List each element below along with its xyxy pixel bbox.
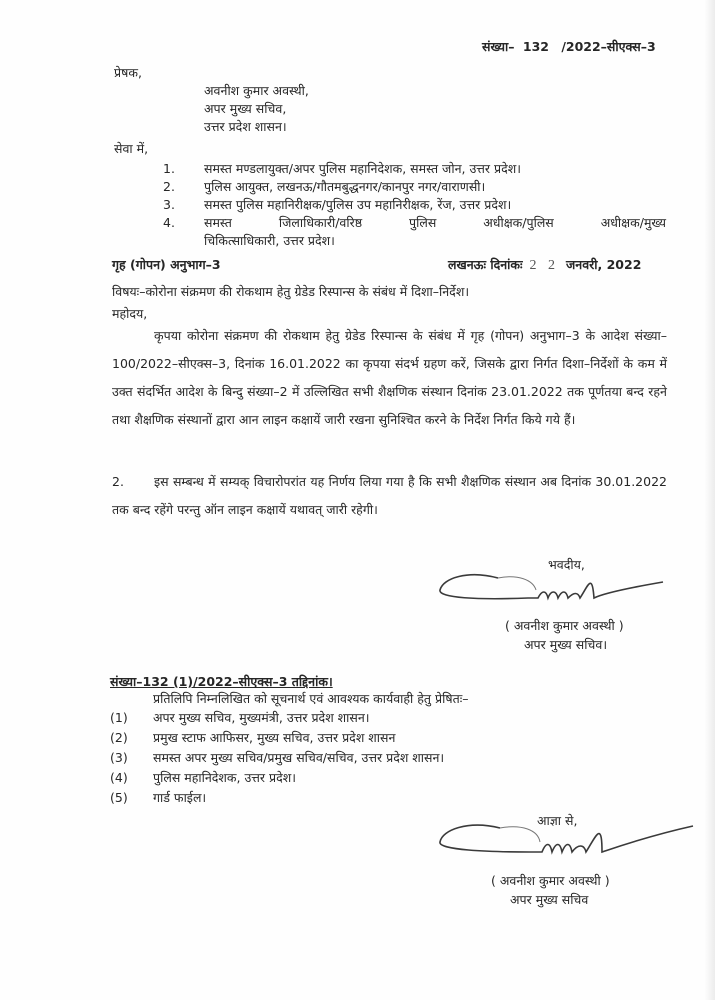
recipient-num: 4. — [163, 215, 175, 230]
copy-item: पुलिस महानिदेशक, उत्तर प्रदेश। — [153, 770, 297, 785]
sender-label: प्रेषक, — [114, 65, 142, 80]
copy-num: (3) — [110, 750, 128, 765]
recipient-item: पुलिस आयुक्त, लखनऊ/गौतमबुद्धनगर/कानपुर नगर/वाराणसी। — [204, 179, 486, 194]
reference-number — [482, 38, 656, 56]
sender-designation: अपर मुख्य सचिव, — [204, 101, 287, 116]
recipient-item: समस्त मण्डलायुक्त/अपर पुलिस महानिदेशक, समस्त जोन, उत्तर प्रदेश। — [204, 161, 522, 176]
copy-intro: प्रतिलिपि निम्नलिखित को सूचनार्थ एवं आवश्यक कार्यवाही हेतु प्रेषितः– — [153, 691, 469, 706]
recipient-num: 3. — [163, 197, 175, 212]
paragraph-1: कृपया कोरोना संक्रमण की रोकथाम हेतु ग्रेडेड रिस्पान्स के संबंध में गृह (गोपन) अनुभाग–3 के आदेश संख्या–100/2022–सीएक्स–3, दिनांक 16.01.2022 का कृपया संदर्भ ग्रहण करें, जिसके द्वारा निर्गत दिशा–निर्देशों के कम में उक्त संदर्भित आदेश के बिन्दु संख्या–2 में उल्लिखित सभी शैक्षणिक संस्थान दिनांक 23.01.2022 तक पूर्णतया बन्द रहने तथा शैक्षणिक संस्थानों द्वारा आन लाइन कक्षायें जारी रखना सुनिश्चित करने के निर्देश निर्गत किये गये हैं। — [112, 328, 667, 427]
paragraph-2-num: 2. — [112, 474, 124, 489]
copy-reference: संख्या–132 (1)/2022–सीएक्स–3 तद्दिनांक। — [110, 674, 333, 689]
signature-2 — [438, 818, 698, 864]
copy-item: गार्ड फाईल। — [153, 790, 207, 805]
signatory-designation-2: अपर मुख्य सचिव — [510, 892, 589, 907]
signatory-name-2: ( अवनीश कुमार अवस्थी ) — [491, 873, 610, 888]
reference-value: 132 — [522, 39, 549, 54]
sender-office: उत्तर प्रदेश शासन। — [204, 119, 287, 134]
copy-item: प्रमुख स्टाफ आफिसर, मुख्य सचिव, उत्तर प्रदेश शासन — [153, 730, 396, 745]
sender-name: अवनीश कुमार अवस्थी, — [204, 83, 309, 98]
copy-item: अपर मुख्य सचिव, मुख्यमंत्री, उत्तर प्रदेश शासन। — [153, 710, 370, 725]
recipient-num: 1. — [163, 161, 175, 176]
paragraph-2 — [112, 468, 667, 524]
department: गृह (गोपन) अनुभाग–3 — [112, 257, 221, 272]
signatory-designation-1: अपर मुख्य सचिव। — [524, 637, 608, 652]
copy-num: (5) — [110, 790, 128, 805]
salutation: महोदय, — [112, 306, 148, 321]
recipient-item-continued: चिकित्साधिकारी, उत्तर प्रदेश। — [204, 233, 335, 248]
page-edge-shadow — [705, 0, 715, 1000]
signature-1 — [438, 568, 668, 610]
handwritten-day: 2 2 — [529, 258, 559, 273]
copy-item: समस्त अपर मुख्य सचिव/प्रमुख सचिव/सचिव, उत्तर प्रदेश शासन। — [153, 750, 445, 765]
place-date — [448, 256, 641, 275]
recipients-label: सेवा में, — [114, 141, 149, 156]
closing-yours-faithfully: भवदीय, — [548, 557, 585, 572]
closing-by-order: आज्ञा से, — [537, 813, 578, 828]
place-date-prefix: लखनऊः दिनांकः — [448, 257, 523, 272]
reference-suffix: /2022–सीएक्स–3 — [561, 39, 656, 54]
recipient-item: समस्त पुलिस महानिरीक्षक/पुलिस उप महानिरीक्षक, रेंज, उत्तर प्रदेश। — [204, 197, 512, 212]
copy-num: (1) — [110, 710, 128, 725]
reference-label: संख्या– — [482, 39, 515, 54]
copy-num: (4) — [110, 770, 128, 785]
recipient-item: समस्त जिलाधिकारी/वरिष्ठ पुलिस अधीक्षक/पुलिस अधीक्षक/मुख्य — [204, 215, 666, 230]
recipient-num: 2. — [163, 179, 175, 194]
month-year: जनवरी, 2022 — [565, 257, 642, 272]
paragraph-2-text: इस सम्बन्ध में सम्यक् विचारोपरांत यह निर्णय लिया गया है कि सभी शैक्षणिक संस्थान अब दिनांक 30.01.2022 तक बन्द रहेंगे परन्तु ऑन लाइन कक्षायें यथावत् जारी रहेगी। — [112, 474, 667, 517]
signatory-name-1: ( अवनीश कुमार अवस्थी ) — [505, 618, 624, 633]
copy-num: (2) — [110, 730, 128, 745]
subject: विषयः–कोरोना संक्रमण की रोकथाम हेतु ग्रेडेड रिस्पान्स के संबंध में दिशा–निर्देश। — [112, 284, 470, 299]
